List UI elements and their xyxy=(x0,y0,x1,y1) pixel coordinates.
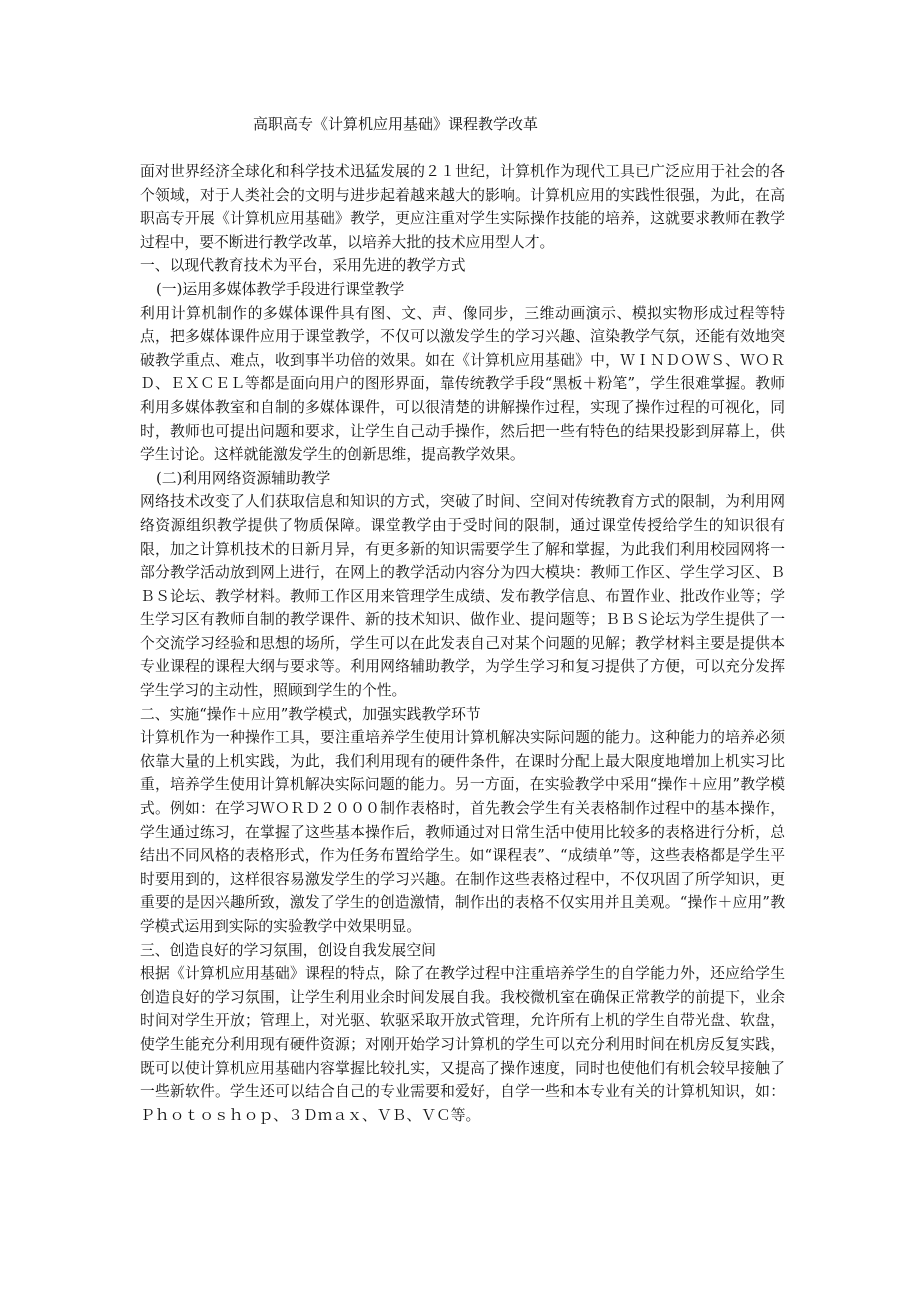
paragraph: 利用计算机制作的多媒体课件具有图、文、声、像同步，三维动画演示、模拟实物形成过程等特点，把多媒体课件应用于课堂教学，不仅可以激发学生的学习兴趣、渲染教学气氛，还能有效地突破教学重点、难点，收到事半功倍的效果。如在《计算机应用基础》中，ＷＩＮＤＯＷＳ、ＷＯＲＤ、ＥＸＣＥＬ等都是面向用户的图形界面，靠传统教学手段“黑板＋粉笔”，学生很难掌握。教师利用多媒体教室和自制的多媒体课件，可以很清楚的讲解操作过程，实现了操作过程的可视化，同时，教师也可提出问题和要求，让学生自己动手操作，然后把一些有特色的结果投影到屏幕上，供学生讨论。这样就能激发学生的创新思维，提高教学效果。 xyxy=(140,304,785,464)
paragraph: 面对世界经济全球化和科学技术迅猛发展的２１世纪，计算机作为现代工具已广泛应用于社会的各个领域，对于人类社会的文明与进步起着越来越大的影响。计算机应用的实践性很强，为此，在高职高专开展《计算机应用基础》教学，更应注重对学生实际操作技能的培养，这就要求教师在教学过程中，要不断进行教学改革，以培养大批的技术应用型人才。 xyxy=(140,163,785,251)
document-title: 高职高专《计算机应用基础》课程教学改革 xyxy=(253,115,539,133)
paragraph: 根据《计算机应用基础》课程的特点，除了在教学过程中注重培养学生的自学能力外，还应给学生创造良好的学习氛围，让学生利用业余时间发展自我。我校微机室在确保正常教学的前提下，业余时间对学生开放；管理上，对光驱、软驱采取开放式管理，允许所有上机的学生自带光盘、软盘，使学生能充分利用现有硬件资源；对刚开始学习计算机的学生可以充分利用时间在机房反复实践，既可以使计算机应用基础内容掌握比较扎实，又提高了操作速度，同时也使他们有机会较早接触了一些新软件。学生还可以结合自己的专业需要和爱好，自学一些和本专业有关的计算机知识，如：Ｐｈｏｔｏｓｈｏｐ、３Ｄｍａｘ、ＶＢ、ＶＣ等。 xyxy=(140,965,785,1124)
subsection-heading: (一)运用多媒体教学手段进行课堂教学 xyxy=(156,280,405,298)
paragraph: 计算机作为一种操作工具，要注重培养学生使用计算机解决实际问题的能力。这种能力的培养必须依靠大量的上机实践，为此，我们利用现有的硬件条件，在课时分配上最大限度地增加上机实习比重，培养学生使用计算机解决实际问题的能力。另一方面，在实验教学中采用“操作＋应用”教学模式。例如：在学习ＷＯＲＤ２０００制作表格时，首先教会学生有关表格制作过程中的基本操作，学生通过练习，在掌握了这些基本操作后，教师通过对日常生活中使用比较多的表格进行分析，总结出不同风格的表格形式，作为任务布置给学生。如“课程表”、“成绩单”等，这些表格都是学生平时要用到的，这样很容易激发学生的学习兴趣。在制作这些表格过程中，不仅巩固了所学知识，更重要的是因兴趣所致，激发了学生的创造激情，制作出的表格不仅实用并且美观。“操作＋应用”教学模式运用到实际的实验教学中效果明显。 xyxy=(140,729,785,935)
paragraph: 网络技术改变了人们获取信息和知识的方式，突破了时间、空间对传统教育方式的限制，为利用网络资源组织教学提供了物质保障。课堂教学由于受时间的限制，通过课堂传授给学生的知识很有限，加之计算机技术的日新月异，有更多新的知识需要学生了解和掌握，为此我们利用校园网将一部分教学活动放到网上进行，在网上的教学活动内容分为四大模块：教师工作区、学生学习区、ＢＢＳ论坛、教学材料。教师工作区用来管理学生成绩、发布教学信息、布置作业、批改作业等；学生学习区有教师自制的教学课件、新的技术知识、做作业、提问题等；ＢＢＳ论坛为学生提供了一个交流学习经验和思想的场所，学生可以在此发表自己对某个问题的见解；教学材料主要是提供本专业课程的课程大纲与要求等。利用网络辅助教学，为学生学习和复习提供了方便，可以充分发挥学生学习的主动性，照顾到学生的个性。 xyxy=(140,493,785,700)
document-body xyxy=(140,160,785,1127)
section-heading: 三、创造良好的学习氛围，创设自我发展空间 xyxy=(140,941,436,959)
subsection-heading: (二)利用网络资源辅助教学 xyxy=(156,469,331,487)
section-heading: 二、实施“操作＋应用”教学模式，加强实践教学环节 xyxy=(140,705,481,723)
section-heading: 一、以现代教育技术为平台，采用先进的教学方式 xyxy=(140,257,466,275)
